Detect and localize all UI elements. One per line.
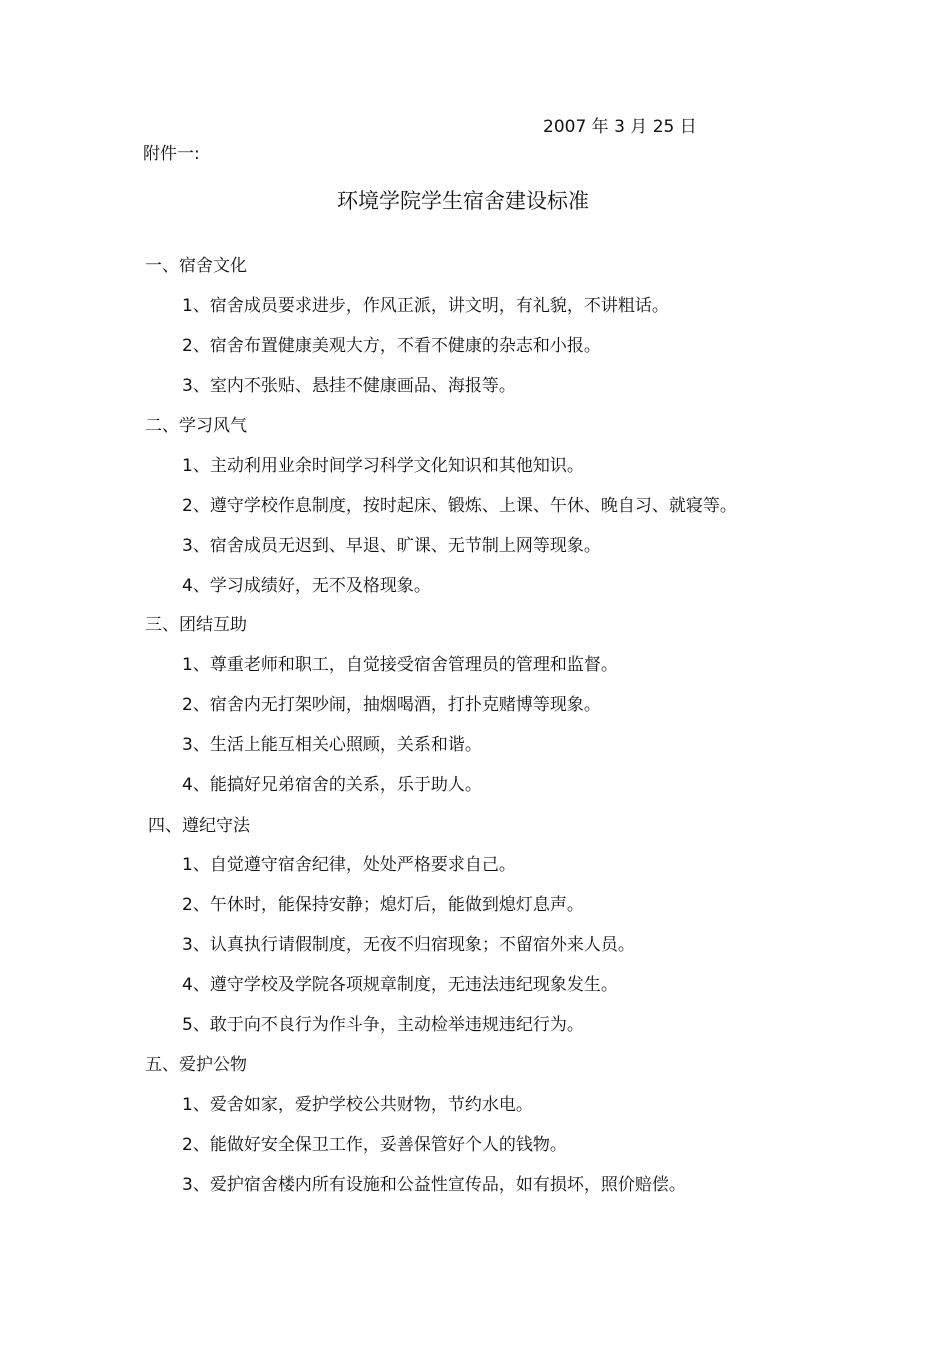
list-item: 1、宿舍成员要求进步，作风正派，讲文明，有礼貌，不讲粗话。 <box>182 296 669 316</box>
document-date: 2007 年 3 月 25 日 <box>543 117 697 137</box>
list-item: 3、宿舍成员无迟到、早退、旷课、无节制上网等现象。 <box>182 536 601 556</box>
list-item: 3、生活上能互相关心照顾，关系和谐。 <box>182 735 482 755</box>
list-item: 1、尊重老师和职工，自觉接受宿舍管理员的管理和监督。 <box>182 655 618 675</box>
list-item: 2、宿舍内无打架吵闹，抽烟喝酒，打扑克赌博等现象。 <box>182 695 601 715</box>
list-item: 2、午休时，能保持安静；熄灯后，能做到熄灯息声。 <box>182 895 584 915</box>
list-item: 2、宿舍布置健康美观大方，不看不健康的杂志和小报。 <box>182 336 601 356</box>
list-item: 1、自觉遵守宿舍纪律，处处严格要求自己。 <box>182 855 516 875</box>
section-heading: 一、宿舍文化 <box>145 256 247 276</box>
section-heading: 五、爱护公物 <box>145 1055 247 1075</box>
section-heading: 四、遵纪守法 <box>148 816 250 836</box>
section-heading: 三、团结互助 <box>145 615 247 635</box>
section-heading: 二、学习风气 <box>145 416 247 436</box>
list-item: 2、遵守学校作息制度，按时起床、锻炼、上课、午休、晚自习、就寝等。 <box>182 496 737 516</box>
list-item: 4、学习成绩好，无不及格现象。 <box>182 576 431 596</box>
list-item: 1、爱舍如家，爱护学校公共财物，节约水电。 <box>182 1095 533 1115</box>
list-item: 4、能搞好兄弟宿舍的关系，乐于助人。 <box>182 775 482 795</box>
list-item: 2、能做好安全保卫工作，妥善保管好个人的钱物。 <box>182 1135 567 1155</box>
list-item: 4、遵守学校及学院各项规章制度，无违法违纪现象发生。 <box>182 975 618 995</box>
attachment-label: 附件一: <box>143 144 200 164</box>
list-item: 1、主动利用业余时间学习科学文化知识和其他知识。 <box>182 456 584 476</box>
document-title: 环境学院学生宿舍建设标准 <box>337 189 589 213</box>
list-item: 3、室内不张贴、悬挂不健康画品、海报等。 <box>182 376 516 396</box>
list-item: 3、认真执行请假制度，无夜不归宿现象；不留宿外来人员。 <box>182 935 635 955</box>
list-item: 5、敢于向不良行为作斗争，主动检举违规违纪行为。 <box>182 1015 584 1035</box>
list-item: 3、爱护宿舍楼内所有设施和公益性宣传品，如有损坏，照价赔偿。 <box>182 1175 686 1195</box>
